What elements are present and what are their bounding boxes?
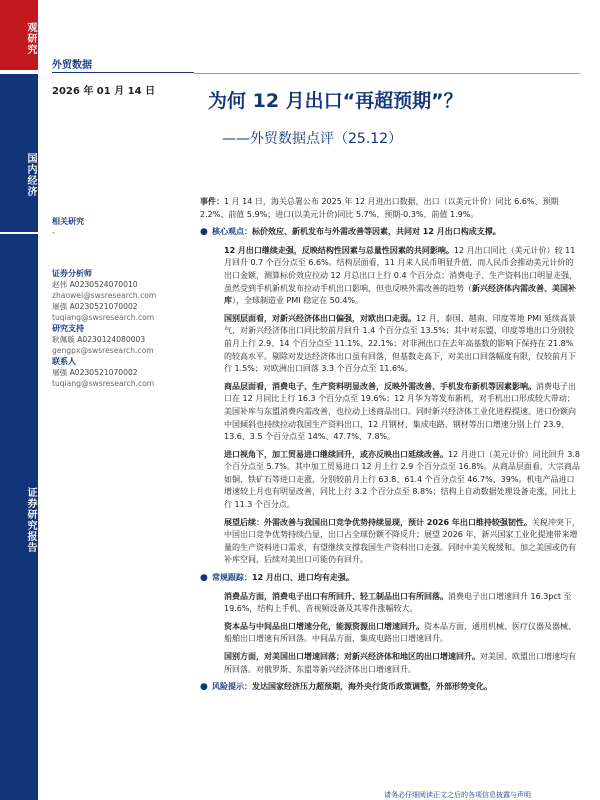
paragraph-lead: 资本品与中间品出口增速分化，能源资源出口增速回升。 [224,621,424,631]
contact-heading: 联系人 [52,357,76,366]
risk-text: 发达国家经济压力超预期，海外央行货币政策调整，外部形势变化。 [252,682,492,692]
event-paragraph [200,196,580,221]
bullet-icon: ● [200,573,208,584]
left-info-column [52,216,190,389]
contact-name: 屠强 A0230521070002 [52,368,138,377]
header-divider-blue [52,72,194,73]
paragraph-country-tracking [224,651,580,676]
paragraph-lead: 消费品方面，消费电子出口有所回升、轻工制品出口有所回落。 [224,591,448,601]
paragraph-lead: 进口视角下，加工贸易进口继续回升，或亦反映出口延续改善。 [224,449,448,459]
sidebar-section-domestic-economy: 国内经济 [0,74,38,232]
risk-bullet [200,681,580,694]
paragraph-text: 资本品方面，通用机械、医疗仪器及器械、船舶出口增速有所回落。中间品方面，集成电路出口增速回升。 [224,621,576,644]
paragraph-text: 关税冲突下，中国出口竞争优势持续凸显，出口占全球份额不降反升；展望 2026 年，新兴国家工业化提速带来增量的生产资料进口需求，有望继续支撑我国生产资料出口走强。同时中美关税缓和、加之美国或仍有补库空间，后续对美出口可能仍有回升。 [224,517,580,565]
routine-tracking-bullet [200,572,580,585]
report-title: 为何 12 月出口“再超预期”？ [208,90,463,112]
paragraph-lead: 国别方面，对美国出口增速回落；对新兴经济体和地区的出口增速回升。 [224,652,480,661]
paragraph-text: 消费电子出口在 12 月同比上行 16.3 个百分点至 19.6%；12 月华为等发布新机，对手机出口形成较大带动；美国补库与东盟消费内需改善，也拉动上述商品出口。同时新兴经济体工业化进程提速、进口份额向中国倾斜也持续拉动我国生产资料出口，12 月钢材、集成电路、钢材等出口增速分别上行 23.9、13.6、3.5 个百分点至 14%、47.7%、7.8%。 [224,381,576,442]
paragraph-capital-goods [224,621,580,646]
header-divider-gray [194,73,580,74]
main-body [200,196,580,700]
paragraph-text: ），全球制造业 PMI 稳定在 50.4%。 [232,296,364,306]
paragraph-lead: 12 月出口继续走强，反映结构性因素与总量性因素的共同影响。 [224,245,454,255]
analyst-name: 赵伟 A0230524070010 [52,280,138,289]
event-label: 事件： [200,197,224,206]
paragraph-text: 12 月进口（美元计价）同比回升 3.8 个百分点至 5.7%。其中加工贸易进口 12 月上行 2.9 个百分点至 16.8%。从商品层面看，大宗商品如铜、铁矿石等进口走涨，分别较前月上行 63.8、61.4 个百分点至 46.7%、39%。机电产品进口增速较上月也有明显改善，同比上行 3.2 个百分点至 8.8%；结构上自动数据处理设备走涨，同比上行 11.3 个百分点。 [224,449,580,510]
routine-label: 常规跟踪： [212,573,252,583]
paragraph-import [224,449,580,512]
paragraph-text: 12 月，泰国、越南、印度等地 PMI 延续高景气，对新兴经济体出口同比较前月回升 1.4 个百分点至 13.5%；其中对东盟、印度等地出口分别较前月上行 2.9、14 个百分点至 11.1%、22.1%；对非洲出口在去年高基数的影响下保持在 21.8%的较高水平。剔除对发达经济体出口虽有回落，但基数走高下，对美出口回落幅度有限，仅较前月下行 1.5%；对欧洲出口回落 3.3 个百分点至 11.6%。 [224,313,576,374]
paragraph-outlook [224,517,580,567]
sidebar-section-macro: 观研究 [0,0,38,70]
contact-email[interactable]: tuqiang@swsresearch.com [52,379,155,388]
related-research-value: - [52,228,55,237]
paragraph-text: 12 月出口同比（美元计价）较 11 月回升 0.7 个百分点至 6.6%。结构层面看，11 月来人民币明显升值，而人民币会推动美元计价的出口金额，测算标价效应拉动 12 月总出口上行 0.4 个百分点；消费电子、生产资料出口明显走强，虽然受到手机新机发布拉动手机出口影响，但也反映外需改善的趋势（ [224,245,578,293]
research-support-heading: 研究支持 [52,324,84,333]
analyst-email[interactable]: tuqiang@swsresearch.com [52,313,155,322]
paragraph-export-strength [224,245,580,308]
report-date: 2026 年 01 月 14 日 [52,86,156,97]
event-text: 1 月 14 日，海关总署公布 2025 年 12 月进出口数据，出口（以美元计价）同比 6.6%、预期 2.2%、前值 5.9%；进口(以美元计价)同比 5.7%、预期-0.3%、前值 1.9%。 [200,197,559,219]
report-category: 外贸数据 [52,60,92,71]
paragraph-emphasis: 新兴经济体内需改善、美国补库 [224,283,576,306]
paragraph-text: 消费电子出口增速回升 16.3pct 至 19.6%，结构上手机、音视频设备及其零件涨幅较大。 [224,591,572,614]
sidebar [0,0,38,800]
support-email[interactable]: gengpx@swsresearch.com [52,346,154,355]
support-name: 耿佩璇 A0230124080003 [52,335,146,344]
sidebar-section-report-type: 证券研究报告 [0,234,38,800]
core-view-label: 核心观点： [212,227,252,237]
bullet-icon: ● [200,682,208,693]
paragraph-commodity [224,381,580,444]
related-research-heading: 相关研究 [52,217,84,226]
paragraph-lead: 国别层面看，对新兴经济体出口偏强，对欧出口走弱。 [224,313,416,323]
paragraph-text: 对美国、欧盟出口增速均有所回落。对俄罗斯、东盟等新兴经济体出口增速回升。 [224,652,576,674]
paragraph-lead: 展望后续：外需改善与我国出口竞争优势持续显现，预计 2026 年出口维持较强韧性。 [224,517,532,527]
routine-text: 12 月出口、进口均有走强。 [252,573,354,583]
core-view-text: 标价效应、新机发布与外需改善等因素，共同对 12 月出口构成支撑。 [252,227,501,237]
bullet-icon: ● [200,227,208,238]
analyst-heading: 证券分析师 [52,269,92,278]
risk-label: 风险提示： [212,682,252,692]
paragraph-country [224,313,580,376]
core-view-bullet [200,226,580,239]
analyst-email[interactable]: zhaowei@swsresearch.com [52,291,157,300]
report-subtitle: ——外贸数据点评（25.12） [222,131,403,147]
paragraph-consumer-goods [224,591,580,616]
paragraph-lead: 商品层面看，消费电子、生产资料明显改善，反映外需改善、手机发布新机等因素影响。 [224,381,536,391]
analyst-name: 屠强 A0230521070002 [52,302,138,311]
disclaimer-footer: 请务必仔细阅读正文之后的各项信息披露与声明 [384,791,531,799]
